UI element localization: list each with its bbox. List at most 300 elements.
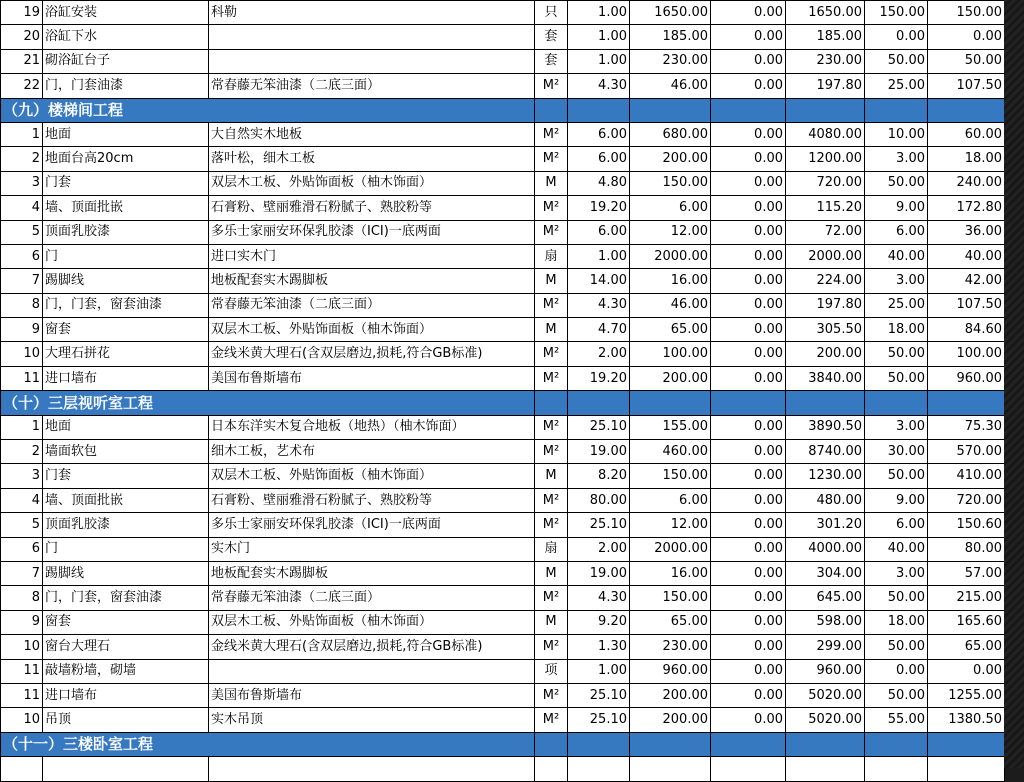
labor-amount-cell: 1255.00 (928, 683, 1005, 707)
material-cost-cell: 0.00 (711, 683, 786, 707)
subtotal-cell: 224.00 (786, 269, 865, 293)
unit-price-cell: 12.00 (630, 220, 711, 244)
labor-amount-cell: 240.00 (928, 171, 1005, 195)
table-row (1, 244, 1005, 268)
quantity-cell: 19.00 (568, 561, 630, 585)
subtotal-cell: 230.00 (786, 49, 865, 73)
table-row (1, 74, 1005, 98)
material-cost-cell: 0.00 (711, 49, 786, 73)
subtotal-cell: 304.00 (786, 561, 865, 585)
subtotal-cell: 197.80 (786, 74, 865, 98)
table-row (1, 464, 1005, 488)
item-name: 门套 (43, 464, 209, 488)
labor-amount-cell: 960.00 (928, 366, 1005, 390)
unit-cell: M² (535, 708, 568, 732)
material-spec: 地板配套实木踢脚板 (209, 561, 535, 585)
item-name: 地面 (43, 122, 209, 146)
labor-amount-cell: 570.00 (928, 440, 1005, 464)
material-cost-cell: 0.00 (711, 513, 786, 537)
section-header-row (1, 391, 1005, 415)
material-spec: 进口实木门 (209, 244, 535, 268)
material-cost-cell: 0.00 (711, 74, 786, 98)
row-number: 10 (1, 342, 43, 366)
unit-cell: M² (535, 586, 568, 610)
row-number: 5 (1, 220, 43, 244)
labor-rate-cell: 3.00 (865, 269, 928, 293)
unit-price-cell: 12.00 (630, 513, 711, 537)
labor-rate-cell: 0.00 (865, 25, 928, 49)
labor-rate-cell: 150.00 (865, 1, 928, 25)
item-name: 门，门套油漆 (43, 74, 209, 98)
labor-rate-cell: 55.00 (865, 708, 928, 732)
unit-price-cell: 2000.00 (630, 244, 711, 268)
item-name: 顶面乳胶漆 (43, 220, 209, 244)
labor-rate-cell: 9.00 (865, 488, 928, 512)
item-name: 砌浴缸台子 (43, 49, 209, 73)
row-number: 19 (1, 1, 43, 25)
labor-amount-cell: 36.00 (928, 220, 1005, 244)
subtotal-cell: 115.20 (786, 196, 865, 220)
labor-amount-cell: 107.50 (928, 293, 1005, 317)
unit-cell: M (535, 318, 568, 342)
quantity-cell: 1.00 (568, 1, 630, 25)
item-name: 进口墙布 (43, 366, 209, 390)
labor-amount-cell: 65.00 (928, 635, 1005, 659)
unit-price-cell: 1650.00 (630, 1, 711, 25)
table-row (1, 537, 1005, 561)
unit-cell: 扇 (535, 244, 568, 268)
subtotal-cell: 305.50 (786, 318, 865, 342)
table-row (1, 147, 1005, 171)
labor-rate-cell: 3.00 (865, 147, 928, 171)
material-spec: 常春藤无笨油漆（二底三面） (209, 293, 535, 317)
unit-price-cell: 16.00 (630, 269, 711, 293)
labor-amount-cell: 75.30 (928, 415, 1005, 439)
material-cost-cell: 0.00 (711, 25, 786, 49)
quantity-cell: 25.10 (568, 683, 630, 707)
unit-cell: M² (535, 366, 568, 390)
labor-rate-cell: 18.00 (865, 610, 928, 634)
quantity-cell: 14.00 (568, 269, 630, 293)
unit-price-cell: 230.00 (630, 635, 711, 659)
section-empty-cell (928, 391, 1005, 415)
labor-amount-cell: 1380.50 (928, 708, 1005, 732)
labor-amount-cell: 42.00 (928, 269, 1005, 293)
unit-cell: M² (535, 74, 568, 98)
unit-cell: M² (535, 122, 568, 146)
unit-cell: M (535, 171, 568, 195)
unit-cell: M² (535, 415, 568, 439)
item-name: 地面台高20cm (43, 147, 209, 171)
subtotal-cell: 72.00 (786, 220, 865, 244)
subtotal-cell: 185.00 (786, 25, 865, 49)
material-spec: 大自然实木地板 (209, 122, 535, 146)
table-row (1, 342, 1005, 366)
item-name: 门套 (43, 171, 209, 195)
material-spec: 石膏粉、壁丽雅滑石粉腻子、熟胶粉等 (209, 488, 535, 512)
section-empty-cell (786, 391, 865, 415)
subtotal-cell: 3890.50 (786, 415, 865, 439)
unit-cell: M² (535, 147, 568, 171)
unit-cell: M (535, 269, 568, 293)
labor-amount-cell: 0.00 (928, 659, 1005, 683)
section-empty-cell (711, 391, 786, 415)
item-name: 地面 (43, 415, 209, 439)
quantity-cell: 4.30 (568, 74, 630, 98)
section-empty-cell (568, 98, 630, 122)
labor-rate-cell: 18.00 (865, 318, 928, 342)
item-name: 窗套 (43, 610, 209, 634)
material-spec: 实木门 (209, 537, 535, 561)
unit-cell: 项 (535, 659, 568, 683)
row-number: 5 (1, 513, 43, 537)
table-row (1, 269, 1005, 293)
quantity-cell: 6.00 (568, 220, 630, 244)
quantity-cell: 2.00 (568, 342, 630, 366)
table-row (1, 25, 1005, 49)
item-name: 门 (43, 537, 209, 561)
labor-amount-cell: 18.00 (928, 147, 1005, 171)
unit-price-cell: 150.00 (630, 464, 711, 488)
unit-cell: M² (535, 342, 568, 366)
row-number (1, 757, 43, 781)
unit-price-cell: 65.00 (630, 318, 711, 342)
material-spec (209, 659, 535, 683)
material-spec: 落叶松，细木工板 (209, 147, 535, 171)
unit-price-cell: 200.00 (630, 683, 711, 707)
material-cost-cell: 0.00 (711, 415, 786, 439)
row-number: 1 (1, 415, 43, 439)
section-empty-cell (535, 98, 568, 122)
row-number: 4 (1, 196, 43, 220)
labor-amount-cell: 40.00 (928, 244, 1005, 268)
quantity-cell: 1.30 (568, 635, 630, 659)
table-row (1, 1, 1005, 25)
row-number: 3 (1, 464, 43, 488)
labor-amount-cell: 60.00 (928, 122, 1005, 146)
table-row (1, 196, 1005, 220)
row-number: 11 (1, 683, 43, 707)
material-spec (209, 49, 535, 73)
section-title: （十）三层视听室工程 (1, 391, 535, 415)
row-number: 2 (1, 440, 43, 464)
quantity-cell: 4.30 (568, 293, 630, 317)
material-spec: 多乐士家丽安环保乳胶漆（ICI)一底两面 (209, 220, 535, 244)
material-spec: 科勒 (209, 1, 535, 25)
unit-price-cell: 960.00 (630, 659, 711, 683)
row-number: 21 (1, 49, 43, 73)
quantity-cell: 4.30 (568, 586, 630, 610)
labor-amount-cell: 107.50 (928, 74, 1005, 98)
item-name: 敲墙粉墙，砌墙 (43, 659, 209, 683)
labor-rate-cell (865, 757, 928, 781)
row-number: 9 (1, 318, 43, 342)
row-number: 8 (1, 293, 43, 317)
item-name: 墙、顶面批嵌 (43, 488, 209, 512)
quantity-cell: 1.00 (568, 659, 630, 683)
material-spec: 常春藤无笨油漆（二底三面） (209, 74, 535, 98)
labor-rate-cell: 10.00 (865, 122, 928, 146)
material-cost-cell: 0.00 (711, 342, 786, 366)
row-number: 6 (1, 244, 43, 268)
labor-rate-cell: 9.00 (865, 196, 928, 220)
subtotal-cell: 4000.00 (786, 537, 865, 561)
section-empty-cell (630, 98, 711, 122)
material-cost-cell: 0.00 (711, 293, 786, 317)
subtotal-cell: 720.00 (786, 171, 865, 195)
subtotal-cell: 5020.00 (786, 708, 865, 732)
section-title: （九）楼梯间工程 (1, 98, 535, 122)
labor-amount-cell: 100.00 (928, 342, 1005, 366)
section-empty-cell (786, 732, 865, 756)
table-row (1, 561, 1005, 585)
quantity-cell: 1.00 (568, 49, 630, 73)
item-name: 门，门套，窗套油漆 (43, 586, 209, 610)
quantity-cell: 4.80 (568, 171, 630, 195)
unit-cell: M (535, 561, 568, 585)
quantity-cell: 9.20 (568, 610, 630, 634)
section-empty-cell (568, 391, 630, 415)
row-number: 20 (1, 25, 43, 49)
table-row (1, 610, 1005, 634)
subtotal-cell: 5020.00 (786, 683, 865, 707)
table-row (1, 220, 1005, 244)
item-name: 窗套 (43, 318, 209, 342)
row-number: 6 (1, 537, 43, 561)
material-cost-cell: 0.00 (711, 196, 786, 220)
labor-rate-cell: 50.00 (865, 464, 928, 488)
labor-rate-cell: 3.00 (865, 561, 928, 585)
subtotal-cell: 200.00 (786, 342, 865, 366)
unit-price-cell: 46.00 (630, 293, 711, 317)
row-number: 11 (1, 366, 43, 390)
unit-cell: 套 (535, 25, 568, 49)
material-cost-cell: 0.00 (711, 269, 786, 293)
section-empty-cell (630, 391, 711, 415)
material-cost-cell: 0.00 (711, 659, 786, 683)
section-empty-cell (786, 98, 865, 122)
row-number: 3 (1, 171, 43, 195)
subtotal-cell: 960.00 (786, 659, 865, 683)
item-name (43, 757, 209, 781)
background-gutter (1004, 0, 1024, 768)
labor-rate-cell: 0.00 (865, 659, 928, 683)
labor-rate-cell: 50.00 (865, 635, 928, 659)
material-spec: 金线米黄大理石(含双层磨边,损耗,符合GB标准) (209, 342, 535, 366)
labor-rate-cell: 50.00 (865, 683, 928, 707)
unit-price-cell: 230.00 (630, 49, 711, 73)
section-empty-cell (928, 732, 1005, 756)
labor-rate-cell: 50.00 (865, 366, 928, 390)
labor-rate-cell: 25.00 (865, 293, 928, 317)
row-number: 7 (1, 269, 43, 293)
material-cost-cell: 0.00 (711, 586, 786, 610)
material-spec: 双层木工板、外贴饰面板（柚木饰面） (209, 464, 535, 488)
material-cost-cell: 0.00 (711, 147, 786, 171)
quantity-cell: 19.20 (568, 196, 630, 220)
unit-price-cell: 46.00 (630, 74, 711, 98)
subtotal-cell: 645.00 (786, 586, 865, 610)
labor-rate-cell: 50.00 (865, 49, 928, 73)
labor-amount-cell: 50.00 (928, 49, 1005, 73)
subtotal-cell: 3840.00 (786, 366, 865, 390)
row-number: 7 (1, 561, 43, 585)
section-title: （十一）三楼卧室工程 (1, 732, 535, 756)
material-cost-cell: 0.00 (711, 366, 786, 390)
row-number: 10 (1, 708, 43, 732)
quantity-cell: 8.20 (568, 464, 630, 488)
unit-price-cell: 200.00 (630, 708, 711, 732)
table-row (1, 635, 1005, 659)
unit-price-cell: 6.00 (630, 488, 711, 512)
material-spec: 美国布鲁斯墙布 (209, 683, 535, 707)
labor-rate-cell: 6.00 (865, 513, 928, 537)
material-spec: 双层木工板、外贴饰面板（柚木饰面） (209, 610, 535, 634)
section-empty-cell (568, 732, 630, 756)
unit-cell: M² (535, 196, 568, 220)
material-cost-cell: 0.00 (711, 610, 786, 634)
labor-rate-cell: 50.00 (865, 171, 928, 195)
material-cost-cell: 0.00 (711, 708, 786, 732)
unit-price-cell: 16.00 (630, 561, 711, 585)
material-spec: 金线米黄大理石(含双层磨边,损耗,符合GB标准) (209, 635, 535, 659)
unit-price-cell: 6.00 (630, 196, 711, 220)
quantity-cell: 6.00 (568, 147, 630, 171)
quantity-cell: 25.10 (568, 708, 630, 732)
material-cost-cell: 0.00 (711, 440, 786, 464)
unit-cell: M² (535, 440, 568, 464)
item-name: 顶面乳胶漆 (43, 513, 209, 537)
unit-price-cell: 150.00 (630, 171, 711, 195)
material-spec: 细木工板，艺术布 (209, 440, 535, 464)
item-name: 踢脚线 (43, 561, 209, 585)
unit-cell (535, 757, 568, 781)
quantity-cell: 2.00 (568, 537, 630, 561)
item-name: 吊顶 (43, 708, 209, 732)
labor-rate-cell: 30.00 (865, 440, 928, 464)
quantity-cell: 4.70 (568, 318, 630, 342)
unit-cell: 套 (535, 49, 568, 73)
material-cost-cell: 0.00 (711, 561, 786, 585)
labor-amount-cell: 57.00 (928, 561, 1005, 585)
unit-price-cell: 200.00 (630, 147, 711, 171)
unit-price-cell: 460.00 (630, 440, 711, 464)
quantity-cell: 1.00 (568, 25, 630, 49)
table-row (1, 513, 1005, 537)
unit-price-cell: 150.00 (630, 586, 711, 610)
labor-rate-cell: 50.00 (865, 342, 928, 366)
quantity-cell: 25.10 (568, 513, 630, 537)
material-cost-cell (711, 757, 786, 781)
section-empty-cell (535, 732, 568, 756)
item-name: 墙面软包 (43, 440, 209, 464)
section-empty-cell (711, 732, 786, 756)
item-name: 门，门套，窗套油漆 (43, 293, 209, 317)
section-empty-cell (865, 391, 928, 415)
labor-amount-cell: 720.00 (928, 488, 1005, 512)
subtotal-cell: 299.00 (786, 635, 865, 659)
subtotal-cell: 480.00 (786, 488, 865, 512)
labor-amount-cell: 84.60 (928, 318, 1005, 342)
unit-price-cell: 680.00 (630, 122, 711, 146)
unit-cell: M² (535, 293, 568, 317)
labor-rate-cell: 25.00 (865, 74, 928, 98)
subtotal-cell: 4080.00 (786, 122, 865, 146)
unit-price-cell: 2000.00 (630, 537, 711, 561)
labor-amount-cell: 150.00 (928, 1, 1005, 25)
section-header-row (1, 98, 1005, 122)
item-name: 进口墙布 (43, 683, 209, 707)
section-empty-cell (711, 98, 786, 122)
table-row (1, 757, 1005, 781)
material-spec: 实木吊顶 (209, 708, 535, 732)
quantity-cell: 25.10 (568, 415, 630, 439)
subtotal-cell: 301.20 (786, 513, 865, 537)
labor-rate-cell: 40.00 (865, 537, 928, 561)
row-number: 1 (1, 122, 43, 146)
material-cost-cell: 0.00 (711, 488, 786, 512)
row-number: 10 (1, 635, 43, 659)
unit-price-cell: 200.00 (630, 366, 711, 390)
row-number: 9 (1, 610, 43, 634)
quantity-cell: 1.00 (568, 244, 630, 268)
section-empty-cell (865, 732, 928, 756)
row-number: 22 (1, 74, 43, 98)
material-spec: 常春藤无笨油漆（二底三面） (209, 586, 535, 610)
row-number: 11 (1, 659, 43, 683)
table-row (1, 366, 1005, 390)
quantity-cell: 80.00 (568, 488, 630, 512)
labor-rate-cell: 3.00 (865, 415, 928, 439)
subtotal-cell: 1200.00 (786, 147, 865, 171)
material-cost-cell: 0.00 (711, 464, 786, 488)
quantity-cell (568, 757, 630, 781)
item-name: 浴缸下水 (43, 25, 209, 49)
table-row (1, 415, 1005, 439)
labor-amount-cell: 165.60 (928, 610, 1005, 634)
unit-price-cell: 100.00 (630, 342, 711, 366)
row-number: 4 (1, 488, 43, 512)
table-row (1, 708, 1005, 732)
material-spec: 石膏粉、壁丽雅滑石粉腻子、熟胶粉等 (209, 196, 535, 220)
section-empty-cell (928, 98, 1005, 122)
material-spec: 双层木工板、外贴饰面板（柚木饰面） (209, 171, 535, 195)
material-spec: 美国布鲁斯墙布 (209, 366, 535, 390)
labor-amount-cell: 172.80 (928, 196, 1005, 220)
material-cost-cell: 0.00 (711, 318, 786, 342)
material-cost-cell: 0.00 (711, 635, 786, 659)
section-empty-cell (535, 391, 568, 415)
unit-cell: M² (535, 635, 568, 659)
subtotal-cell: 2000.00 (786, 244, 865, 268)
labor-rate-cell: 40.00 (865, 244, 928, 268)
quantity-cell: 19.20 (568, 366, 630, 390)
unit-cell: M² (535, 683, 568, 707)
material-cost-cell: 0.00 (711, 122, 786, 146)
quantity-cell: 6.00 (568, 122, 630, 146)
row-number: 2 (1, 147, 43, 171)
unit-price-cell: 155.00 (630, 415, 711, 439)
item-name: 大理石拼花 (43, 342, 209, 366)
labor-amount-cell: 0.00 (928, 25, 1005, 49)
material-cost-cell: 0.00 (711, 171, 786, 195)
unit-cell: 只 (535, 1, 568, 25)
unit-cell: M² (535, 220, 568, 244)
unit-price-cell (630, 757, 711, 781)
subtotal-cell: 1230.00 (786, 464, 865, 488)
unit-cell: 扇 (535, 537, 568, 561)
material-spec: 双层木工板、外贴饰面板（柚木饰面） (209, 318, 535, 342)
